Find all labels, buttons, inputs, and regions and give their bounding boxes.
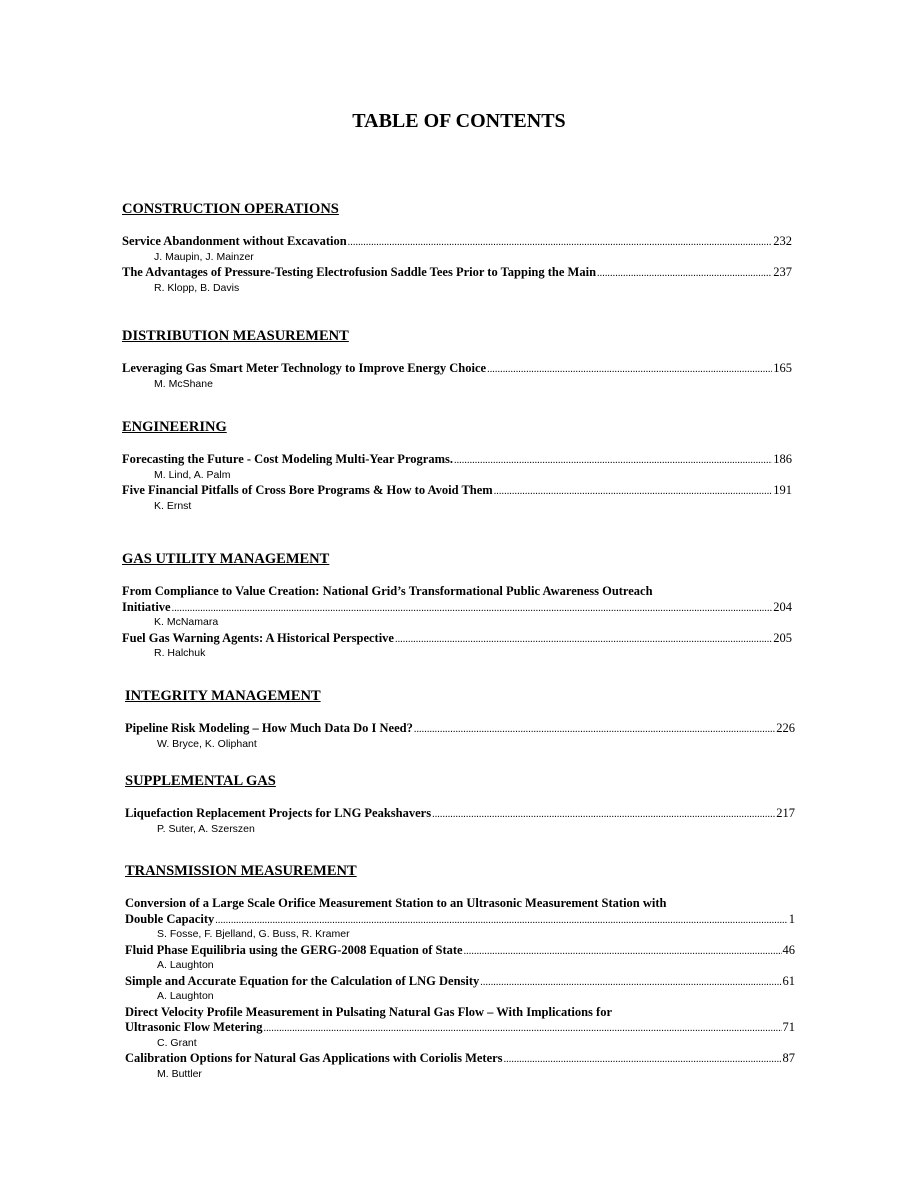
dot-leader xyxy=(263,1020,781,1036)
entry-line xyxy=(122,483,792,499)
entry-title-line1: From Compliance to Value Creation: National Grid’s Transformational Public Awareness Outreach xyxy=(122,584,653,598)
entry-title: Initiative xyxy=(122,599,171,614)
entry-line xyxy=(122,234,792,250)
entry-title: Ultrasonic Flow Metering xyxy=(125,1020,263,1034)
entry-authors: R. Klopp, B. Davis xyxy=(154,281,240,294)
entry-title: Calibration Options for Natural Gas Applications with Coriolis Meters xyxy=(125,1051,503,1065)
entry-authors: R. Halchuk xyxy=(154,647,206,659)
section-title: CONSTRUCTION OPERATIONS xyxy=(122,201,339,217)
entry-authors: S. Fosse, F. Bjelland, G. Buss, R. Kramer xyxy=(157,928,350,940)
entry-authors: J. Maupin, J. Mainzer xyxy=(154,250,254,263)
entry-line xyxy=(125,721,795,737)
page-number: 186 xyxy=(773,452,792,466)
toc-entry[interactable] xyxy=(125,1051,795,1082)
toc-entry[interactable] xyxy=(125,974,795,1005)
page-number: 71 xyxy=(782,1020,795,1034)
dot-leader xyxy=(454,452,772,468)
toc-entry[interactable] xyxy=(122,234,792,265)
dot-leader xyxy=(215,912,788,928)
toc-entry[interactable] xyxy=(125,721,795,752)
entry-authors: K. McNamara xyxy=(154,616,219,628)
section-title: GAS UTILITY MANAGEMENT xyxy=(122,551,330,567)
entry-authors: M. Lind, A. Palm xyxy=(154,468,231,481)
page-number: 237 xyxy=(773,265,792,279)
toc-entry[interactable] xyxy=(122,265,792,296)
page-number: 61 xyxy=(782,973,795,988)
dot-leader xyxy=(172,600,773,616)
page-number: 232 xyxy=(773,234,792,248)
page-number: 217 xyxy=(776,806,795,820)
toc-entry[interactable] xyxy=(125,943,795,974)
entry-title: Double Capacity xyxy=(125,911,215,926)
entry-authors: A. Laughton xyxy=(157,990,214,1002)
entry-line xyxy=(125,806,795,822)
section-integrity-management xyxy=(125,687,795,752)
entry-title: Liquefaction Replacement Projects for LNG Peakshavers xyxy=(125,806,432,820)
dot-leader xyxy=(494,483,773,499)
entry-line xyxy=(122,452,792,468)
section-title: ENGINEERING xyxy=(122,419,227,435)
entry-line xyxy=(125,1020,795,1036)
dot-leader xyxy=(464,943,782,959)
entry-line xyxy=(122,600,792,616)
section-supplemental-gas xyxy=(125,772,795,837)
toc-entry[interactable] xyxy=(122,452,792,483)
page-title: TABLE OF CONTENTS xyxy=(352,110,566,132)
entry-authors: K. Ernst xyxy=(154,499,192,512)
page-number: 165 xyxy=(773,361,792,375)
entry-authors: C. Grant xyxy=(157,1036,197,1049)
entry-authors: M. McShane xyxy=(154,377,213,390)
dot-leader xyxy=(414,721,775,737)
page-number: 205 xyxy=(773,630,792,645)
entry-title: Forecasting the Future - Cost Modeling Multi-Year Programs. xyxy=(122,452,453,466)
page-number: 46 xyxy=(782,942,795,957)
entry-line xyxy=(122,361,792,377)
entry-line xyxy=(122,265,792,281)
page-number: 191 xyxy=(773,483,792,497)
section-title: TRANSMISSION MEASUREMENT xyxy=(125,863,357,879)
page-number: 87 xyxy=(782,1051,795,1065)
dot-leader xyxy=(487,361,772,377)
toc-entry[interactable] xyxy=(125,806,795,837)
entry-line xyxy=(122,631,792,647)
entry-title: Five Financial Pitfalls of Cross Bore Programs & How to Avoid Them xyxy=(122,483,493,497)
entry-title: Fluid Phase Equilibria using the GERG-2008 Equation of State xyxy=(125,942,463,957)
section-transmission-measurement xyxy=(125,862,795,1082)
toc-entry[interactable] xyxy=(122,483,792,514)
toc-entry[interactable] xyxy=(122,361,792,392)
entry-title-line1: Direct Velocity Profile Measurement in Pulsating Natural Gas Flow – With Implications for xyxy=(125,1004,613,1019)
toc-entry[interactable] xyxy=(125,1005,795,1052)
dot-leader xyxy=(395,631,772,647)
dot-leader xyxy=(480,974,781,990)
entry-authors: W. Bryce, K. Oliphant xyxy=(157,737,257,750)
entry-line xyxy=(125,1051,795,1067)
entry-title: Simple and Accurate Equation for the Calculation of LNG Density xyxy=(125,973,480,988)
toc-entry[interactable] xyxy=(122,631,792,662)
section-engineering xyxy=(122,418,792,514)
toc-entry[interactable] xyxy=(122,584,792,631)
entry-authors: P. Suter, A. Szerszen xyxy=(157,822,255,835)
entry-line xyxy=(125,943,795,959)
entry-title: The Advantages of Pressure-Testing Electrofusion Saddle Tees Prior to Tapping the Main xyxy=(122,265,597,279)
section-title: DISTRIBUTION MEASUREMENT xyxy=(122,328,349,344)
entry-title: Pipeline Risk Modeling – How Much Data Do I Need? xyxy=(125,721,413,735)
dot-leader xyxy=(348,234,773,250)
page-number: 226 xyxy=(776,721,795,735)
dot-leader xyxy=(504,1051,782,1067)
entry-title: Fuel Gas Warning Agents: A Historical Perspective xyxy=(122,630,394,645)
entry-title: Service Abandonment without Excavation xyxy=(122,234,347,248)
entry-title-line1: Conversion of a Large Scale Orifice Measurement Station to an Ultrasonic Measurement Station with xyxy=(125,896,667,910)
page-number: 204 xyxy=(773,599,792,614)
section-gas-utility-management xyxy=(122,550,792,662)
dot-leader xyxy=(432,806,775,822)
page-number: 1 xyxy=(788,911,795,926)
entry-title: Leveraging Gas Smart Meter Technology to Improve Energy Choice xyxy=(122,361,487,375)
section-title: SUPPLEMENTAL GAS xyxy=(125,773,276,789)
entry-authors: M. Buttler xyxy=(157,1067,202,1080)
section-title: INTEGRITY MANAGEMENT xyxy=(125,688,321,704)
section-construction-operations xyxy=(122,200,792,296)
entry-line xyxy=(125,912,795,928)
dot-leader xyxy=(597,265,772,281)
entry-authors: A. Laughton xyxy=(157,959,214,971)
entry-line xyxy=(125,974,795,990)
section-distribution-measurement xyxy=(122,327,792,392)
toc-entry[interactable] xyxy=(125,896,795,943)
